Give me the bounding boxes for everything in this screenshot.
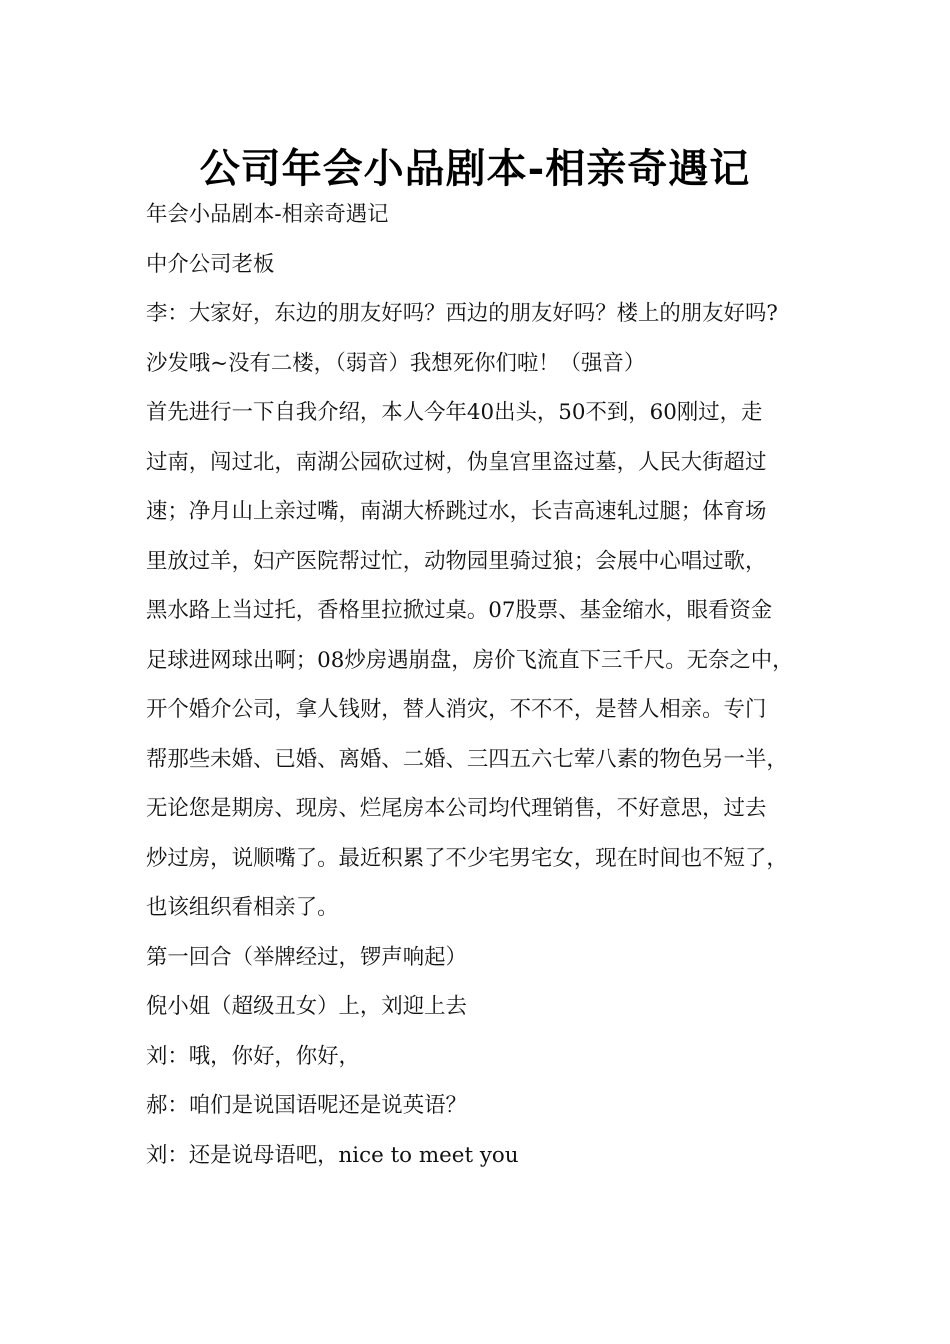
text-line: 倪小姐（超级丑女）上，刘迎上去 [146,994,467,1019]
text-line: 开个婚介公司，拿人钱财，替人消灾，不不不，是替人相亲。专门 [146,697,767,722]
text-line: 帮那些未婚、已婚、离婚、二婚、三四五六七荤八素的物色另一半， [146,746,788,772]
document-body [146,190,810,1180]
text-line: 里放过羊，妇产医院帮过忙，动物园里骑过狼；会展中心唱过歌， [146,548,767,574]
text-line: 刘：还是说母语吧，nice to meet you [146,1142,519,1168]
text-line: 年会小品剧本-相亲奇遇记 [146,202,389,227]
text-line: 第一回合（举牌经过，锣声响起） [146,944,467,970]
text-line: 沙发哦~没有二楼，（弱音）我想死你们啦！（强音） [146,350,646,376]
text-line: 无论您是期房、现房、烂尾房本公司均代理销售，不好意思，过去 [146,796,767,821]
text-line: 速；净月山上亲过嘴，南湖大桥跳过水，长吉高速轧过腿；体育场 [146,499,767,524]
page-title: 公司年会小品剧本-相亲奇遇记 [199,144,751,192]
text-line: 炒过房，说顺嘴了。最近积累了不少宅男宅女，现在时间也不短了， [146,845,788,871]
text-line: 黑水路上当过托，香格里拉掀过桌。07股票、基金缩水，眼看资金 [146,598,773,623]
text-line: 李：大家好，东边的朋友好吗？西边的朋友好吗？楼上的朋友好吗? [146,301,778,326]
text-line: 首先进行一下自我介绍，本人今年40出头，50不到，60刚过，走 [146,400,763,425]
text-line: 过南，闯过北，南湖公园砍过树，伪皇宫里盗过墓，人民大街超过 [146,449,767,475]
text-line: 刘：哦，你好，你好， [146,1043,360,1069]
text-line: 足球进网球出啊；08炒房遇崩盘，房价飞流直下三千尺。无奈之中， [146,647,794,673]
text-line: 也该组织看相亲了。 [146,895,339,920]
text-line: 中介公司老板 [146,251,275,277]
text-line: 郝：咱们是说国语呢还是说英语？ [146,1093,467,1118]
